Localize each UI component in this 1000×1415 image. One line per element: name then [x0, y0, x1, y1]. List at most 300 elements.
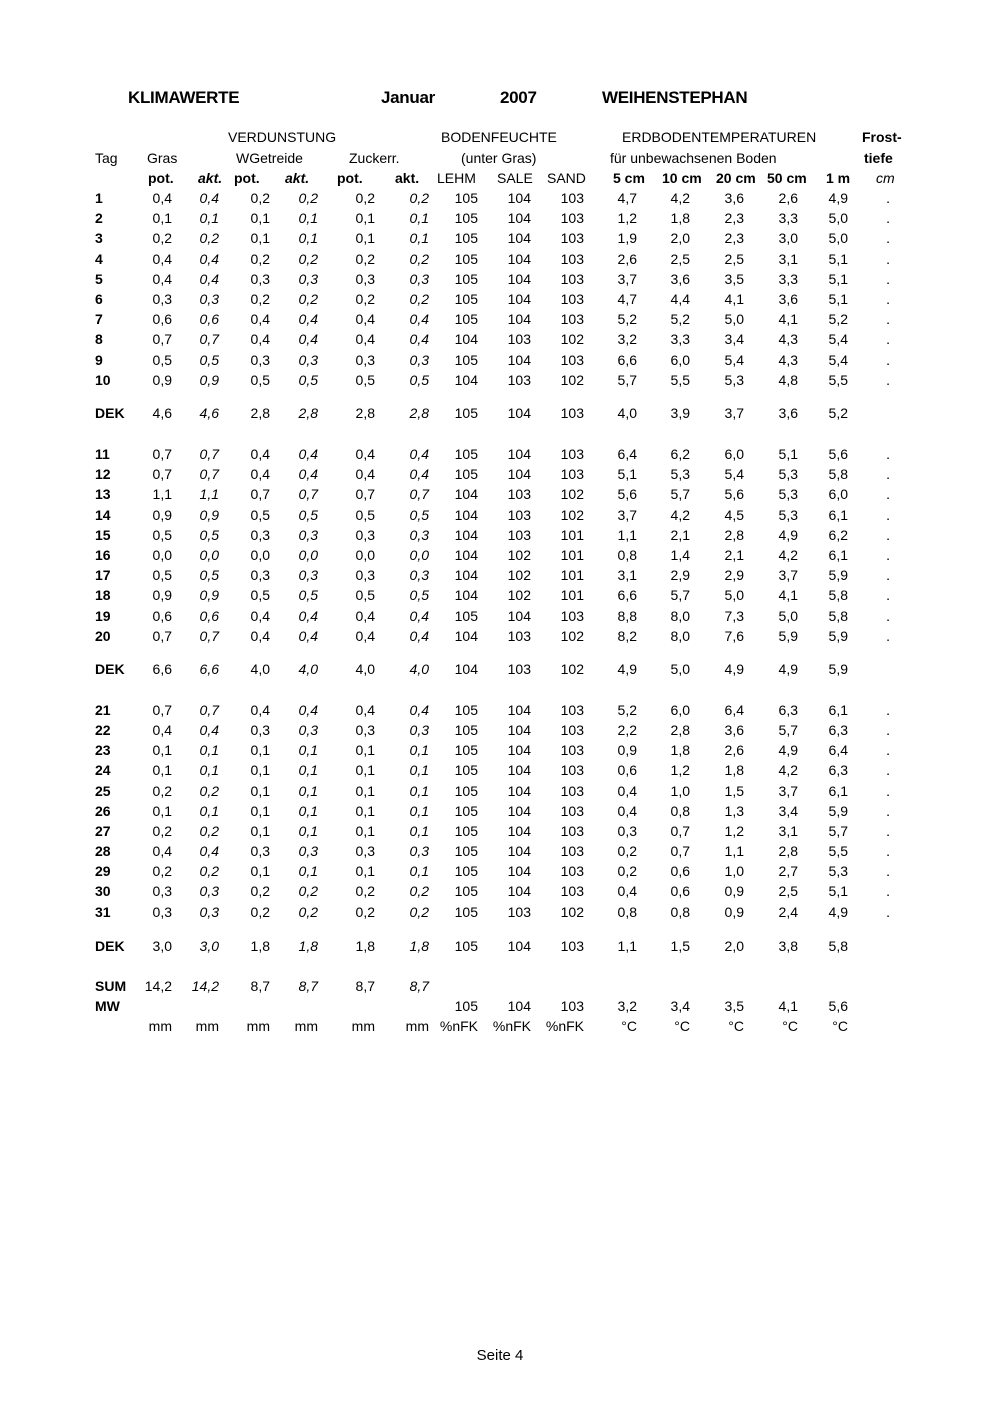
table-cell: 105 — [454, 883, 478, 900]
table-cell: 0,1 — [355, 210, 375, 227]
table-cell: 5,9 — [828, 661, 848, 677]
table-cell: 0,2 — [355, 190, 375, 206]
table-cell: 2,5 — [724, 250, 744, 267]
table-cell: 1,8 — [670, 742, 690, 759]
table-cell: 3,4 — [724, 331, 744, 348]
table-cell: 2,3 — [724, 210, 744, 227]
table-cell: 0,4 — [199, 250, 219, 267]
table-cell: 0,2 — [152, 230, 172, 247]
t5-header: 5 cm — [613, 170, 645, 186]
table-cell: 104 — [507, 822, 531, 839]
table-cell: 3,4 — [778, 802, 798, 819]
table-cell: 102 — [507, 587, 531, 604]
table-cell: 1,1 — [152, 486, 172, 503]
table-cell: 0,1 — [409, 762, 429, 779]
table-cell: 1,8 — [298, 938, 318, 954]
table-cell: 5,0 — [670, 661, 690, 677]
table-cell: 0,3 — [250, 526, 270, 543]
table-cell: 0,1 — [298, 802, 318, 819]
row-label: 29 — [95, 863, 111, 880]
table-cell: 105 — [454, 702, 478, 718]
table-cell: 0,6 — [617, 762, 637, 779]
table-cell: 0,1 — [298, 762, 318, 779]
tag-header: Tag — [95, 150, 118, 166]
table-cell: 103 — [560, 210, 584, 227]
table-cell: 2,9 — [670, 567, 690, 584]
table-cell: 6,6 — [617, 351, 637, 368]
table-cell: 2,5 — [670, 250, 690, 267]
row-label: 22 — [95, 722, 111, 739]
row-label: 9 — [95, 351, 103, 368]
table-cell: 104 — [507, 230, 531, 247]
table-cell: 103 — [507, 371, 531, 388]
table-cell: 0,4 — [250, 466, 270, 483]
table-cell: 6,6 — [617, 587, 637, 604]
table-cell: 103 — [507, 486, 531, 503]
table-cell: 105 — [454, 938, 478, 954]
table-cell: 0,5 — [355, 371, 375, 388]
table-cell: 105 — [454, 210, 478, 227]
table-cell: 0,4 — [250, 311, 270, 328]
table-cell: 5,5 — [670, 371, 690, 388]
table-cell: 3,7 — [724, 405, 744, 421]
row-label: 19 — [95, 607, 111, 624]
table-cell: 5,9 — [828, 567, 848, 584]
row-label: 5 — [95, 270, 103, 287]
table-cell: 105 — [454, 822, 478, 839]
table-cell: 5,3 — [778, 486, 798, 503]
table-cell: 0,0 — [298, 547, 318, 563]
table-cell: 6,0 — [670, 702, 690, 718]
table-cell: 5,0 — [828, 230, 848, 247]
table-cell: 3,3 — [778, 270, 798, 287]
table-cell: 103 — [560, 843, 584, 860]
table-cell: 0,4 — [298, 627, 318, 644]
table-cell: 1,1 — [199, 486, 219, 503]
table-cell: 5,2 — [617, 311, 637, 328]
table-cell: 0,9 — [199, 587, 219, 604]
table-cell: 5,1 — [828, 270, 848, 287]
table-cell: 0,1 — [298, 742, 318, 759]
table-cell: 103 — [560, 405, 584, 421]
table-cell: 4,9 — [778, 742, 798, 759]
table-cell: 0,2 — [152, 822, 172, 839]
table-cell: 1,8 — [724, 762, 744, 779]
table-cell: 0,1 — [250, 863, 270, 880]
table-cell: 2,6 — [778, 190, 798, 206]
table-cell: 0,3 — [298, 722, 318, 739]
table-cell: 0,8 — [617, 903, 637, 920]
table-cell: 5,2 — [828, 311, 848, 328]
row-label: 4 — [95, 250, 103, 267]
row-label: 26 — [95, 802, 111, 819]
table-cell: 2,0 — [724, 938, 744, 954]
table-cell: 0,1 — [409, 230, 429, 247]
table-cell: 103 — [560, 446, 584, 462]
table-cell: 1,8 — [670, 210, 690, 227]
table-cell: 2,8 — [250, 405, 270, 421]
table-cell: 8,8 — [617, 607, 637, 624]
table-cell: 0,4 — [409, 627, 429, 644]
table-cell: . — [886, 762, 890, 779]
row-label: 24 — [95, 762, 111, 779]
table-cell: 0,3 — [355, 526, 375, 543]
table-cell: mm — [246, 1018, 270, 1034]
table-cell: 103 — [560, 190, 584, 206]
table-cell: 0,4 — [355, 311, 375, 328]
table-cell: . — [886, 802, 890, 819]
table-cell: 4,5 — [724, 506, 744, 523]
table-cell: 0,9 — [152, 587, 172, 604]
table-cell: 5,8 — [828, 607, 848, 624]
table-cell: 4,7 — [617, 190, 637, 206]
table-cell: 14,2 — [191, 978, 219, 994]
table-cell: 5,3 — [828, 863, 848, 880]
table-cell: 3,3 — [670, 331, 690, 348]
pot-header: pot. — [148, 170, 174, 186]
table-cell: 3,0 — [199, 938, 219, 954]
table-cell: 1,5 — [670, 938, 690, 954]
table-cell: 6,4 — [828, 742, 848, 759]
table-cell: 0,6 — [670, 883, 690, 900]
table-cell: 104 — [454, 506, 478, 523]
table-cell: 3,0 — [778, 230, 798, 247]
table-cell: 4,0 — [355, 661, 375, 677]
table-cell: 3,3 — [778, 210, 798, 227]
table-cell: 101 — [560, 567, 584, 584]
table-cell: 5,4 — [724, 351, 744, 368]
table-cell: 0,1 — [152, 210, 172, 227]
table-cell: 0,1 — [298, 782, 318, 799]
table-cell: 6,6 — [199, 661, 219, 677]
table-cell: 4,0 — [298, 661, 318, 677]
table-cell: 0,4 — [199, 722, 219, 739]
table-cell: 0,4 — [617, 883, 637, 900]
table-cell: 6,1 — [828, 782, 848, 799]
table-cell: 0,2 — [355, 903, 375, 920]
table-cell: 0,3 — [355, 351, 375, 368]
table-cell: 5,8 — [828, 466, 848, 483]
table-cell: 6,2 — [828, 526, 848, 543]
table-cell: 6,3 — [828, 722, 848, 739]
table-cell: mm — [294, 1018, 318, 1034]
table-cell: 103 — [560, 250, 584, 267]
table-cell: 0,3 — [409, 270, 429, 287]
table-cell: 0,7 — [250, 486, 270, 503]
table-cell: 103 — [560, 863, 584, 880]
table-cell: . — [886, 250, 890, 267]
table-cell: 0,2 — [298, 250, 318, 267]
table-cell: 6,0 — [724, 446, 744, 462]
table-cell: 0,3 — [298, 351, 318, 368]
table-cell: 0,6 — [670, 863, 690, 880]
table-cell: 0,3 — [298, 526, 318, 543]
table-cell: 105 — [454, 405, 478, 421]
table-cell: 0,1 — [409, 210, 429, 227]
table-cell: 0,4 — [617, 782, 637, 799]
table-cell: 104 — [507, 210, 531, 227]
table-cell: 105 — [454, 607, 478, 624]
table-cell: 104 — [507, 722, 531, 739]
table-cell: 4,2 — [778, 762, 798, 779]
row-label: 12 — [95, 466, 111, 483]
row-label: 17 — [95, 567, 111, 584]
table-cell: 0,3 — [199, 883, 219, 900]
table-cell: 0,4 — [355, 331, 375, 348]
table-cell: 0,3 — [152, 883, 172, 900]
table-cell: 0,3 — [409, 567, 429, 584]
table-cell: 104 — [507, 883, 531, 900]
table-cell: 0,9 — [724, 883, 744, 900]
table-cell: 5,8 — [828, 587, 848, 604]
table-cell: 0,3 — [409, 351, 429, 368]
table-cell: 0,7 — [152, 466, 172, 483]
table-cell: 103 — [560, 291, 584, 307]
table-cell: 105 — [454, 466, 478, 483]
table-cell: 5,4 — [724, 466, 744, 483]
table-cell: 5,1 — [617, 466, 637, 483]
table-cell: 0,3 — [617, 822, 637, 839]
table-cell: 103 — [560, 722, 584, 739]
table-cell: 104 — [507, 270, 531, 287]
table-cell: 102 — [560, 903, 584, 920]
table-cell: 0,4 — [250, 702, 270, 718]
table-cell: 0,3 — [409, 526, 429, 543]
table-cell: 5,5 — [828, 843, 848, 860]
table-cell: 0,7 — [152, 446, 172, 462]
table-cell: 4,1 — [778, 998, 798, 1014]
table-cell: 102 — [560, 331, 584, 348]
table-cell: 5,1 — [828, 250, 848, 267]
table-cell: 1,1 — [617, 938, 637, 954]
table-cell: 5,6 — [617, 486, 637, 503]
table-cell: 3,7 — [617, 270, 637, 287]
table-cell: 102 — [560, 506, 584, 523]
table-cell: 104 — [454, 526, 478, 543]
akt-header: akt. — [395, 170, 420, 186]
table-cell: 103 — [560, 883, 584, 900]
pot-header: pot. — [337, 170, 363, 186]
table-cell: 0,3 — [152, 903, 172, 920]
table-cell: 0,1 — [199, 742, 219, 759]
table-cell: 104 — [507, 702, 531, 718]
station: WEIHENSTEPHAN — [602, 88, 748, 107]
table-cell: 0,2 — [298, 903, 318, 920]
table-cell: 105 — [454, 446, 478, 462]
table-cell: 0,3 — [409, 722, 429, 739]
table-cell: 0,1 — [298, 230, 318, 247]
table-cell: 5,9 — [828, 627, 848, 644]
year: 2007 — [500, 88, 537, 107]
table-cell: 0,7 — [199, 702, 219, 718]
table-cell: 103 — [507, 903, 531, 920]
table-cell: 0,3 — [199, 291, 219, 307]
t10-header: 10 cm — [662, 170, 702, 186]
group-temperatur: ERDBODENTEMPERATUREN — [622, 129, 817, 145]
table-cell: 1,1 — [724, 843, 744, 860]
table-cell: 0,1 — [409, 802, 429, 819]
table-cell: 3,7 — [778, 567, 798, 584]
table-cell: 0,1 — [409, 782, 429, 799]
table-cell: 2,6 — [724, 742, 744, 759]
row-label: DEK — [95, 938, 125, 954]
table-cell: 8,2 — [617, 627, 637, 644]
table-cell: 0,5 — [250, 371, 270, 388]
row-label: 3 — [95, 230, 103, 247]
table-cell: 5,9 — [778, 627, 798, 644]
table-cell: 4,9 — [617, 661, 637, 677]
table-cell: 4,0 — [617, 405, 637, 421]
row-label: 16 — [95, 547, 111, 563]
table-cell: 5,3 — [778, 466, 798, 483]
table-cell: . — [886, 526, 890, 543]
table-cell: 0,2 — [250, 903, 270, 920]
table-cell: 6,3 — [828, 762, 848, 779]
table-cell: 102 — [560, 661, 584, 677]
table-cell: 0,2 — [409, 291, 429, 307]
table-cell: 105 — [454, 722, 478, 739]
table-cell: 3,1 — [778, 250, 798, 267]
table-cell: 4,2 — [778, 547, 798, 563]
table-cell: 0,4 — [355, 446, 375, 462]
akt-header: akt. — [198, 170, 223, 186]
table-cell: . — [886, 547, 890, 563]
table-cell: 105 — [454, 291, 478, 307]
group-frost: Frost- — [862, 129, 902, 145]
table-cell: 1,8 — [355, 938, 375, 954]
table-cell: 0,9 — [152, 506, 172, 523]
table-cell: 0,3 — [250, 567, 270, 584]
table-cell: 0,5 — [250, 506, 270, 523]
table-cell: 0,9 — [617, 742, 637, 759]
table-cell: 1,2 — [617, 210, 637, 227]
table-cell: 104 — [454, 567, 478, 584]
table-cell: . — [886, 742, 890, 759]
table-cell: 3,6 — [724, 722, 744, 739]
table-cell: 6,2 — [670, 446, 690, 462]
table-cell: 0,5 — [298, 371, 318, 388]
table-cell: 4,2 — [670, 190, 690, 206]
table-cell: 102 — [560, 486, 584, 503]
table-cell: 102 — [560, 627, 584, 644]
pot-header: pot. — [234, 170, 260, 186]
table-cell: 0,1 — [250, 210, 270, 227]
table-cell: 4,8 — [778, 371, 798, 388]
lehm-header: LEHM — [437, 170, 476, 186]
table-cell: 104 — [507, 938, 531, 954]
table-cell: 104 — [454, 587, 478, 604]
table-cell: 0,2 — [152, 782, 172, 799]
row-label: 18 — [95, 587, 111, 604]
table-cell: . — [886, 466, 890, 483]
table-cell: 104 — [507, 863, 531, 880]
table-cell: . — [886, 883, 890, 900]
table-cell: 0,5 — [298, 506, 318, 523]
table-cell: 3,1 — [617, 567, 637, 584]
table-cell: . — [886, 486, 890, 503]
table-cell: %nFK — [439, 1018, 478, 1034]
table-cell: 5,0 — [724, 311, 744, 328]
table-cell: 3,6 — [778, 405, 798, 421]
table-cell: 105 — [454, 190, 478, 206]
table-cell: 0,3 — [250, 843, 270, 860]
table-cell: 5,7 — [670, 486, 690, 503]
table-cell: 101 — [560, 587, 584, 604]
table-cell: 105 — [454, 782, 478, 799]
table-cell: . — [886, 351, 890, 368]
table-cell: 0,4 — [355, 607, 375, 624]
table-cell: 0,7 — [298, 486, 318, 503]
table-cell: 1,1 — [617, 526, 637, 543]
table-cell: 4,9 — [778, 661, 798, 677]
table-cell: 103 — [560, 802, 584, 819]
table-cell: . — [886, 587, 890, 604]
table-cell: °C — [621, 1018, 637, 1034]
table-cell: 5,3 — [778, 506, 798, 523]
table-cell: 3,7 — [778, 782, 798, 799]
table-cell: 0,5 — [199, 526, 219, 543]
table-cell: 6,0 — [828, 486, 848, 503]
table-cell: 5,2 — [670, 311, 690, 328]
table-cell: 0,7 — [670, 843, 690, 860]
table-cell: 4,6 — [199, 405, 219, 421]
table-cell: 103 — [507, 526, 531, 543]
table-cell: 4,9 — [778, 526, 798, 543]
gras-header: Gras — [147, 150, 178, 166]
table-cell: 4,9 — [828, 903, 848, 920]
table-cell: 0,1 — [355, 230, 375, 247]
table-cell: 4,9 — [828, 190, 848, 206]
table-cell: 6,6 — [152, 661, 172, 677]
table-cell: 104 — [507, 311, 531, 328]
table-cell: 0,2 — [250, 291, 270, 307]
table-cell: . — [886, 607, 890, 624]
table-cell: 0,3 — [298, 270, 318, 287]
row-label: DEK — [95, 661, 125, 677]
table-cell: 0,3 — [250, 722, 270, 739]
table-cell: 103 — [560, 998, 584, 1014]
row-label: 27 — [95, 822, 111, 839]
table-cell: 103 — [560, 742, 584, 759]
unter-gras-header: (unter Gras) — [461, 150, 537, 166]
table-cell: 0,5 — [199, 567, 219, 584]
table-cell: 104 — [507, 762, 531, 779]
table-cell: 0,4 — [250, 607, 270, 624]
table-cell: . — [886, 782, 890, 799]
table-cell: 0,7 — [199, 627, 219, 644]
table-cell: 0,1 — [152, 802, 172, 819]
table-cell: 105 — [454, 250, 478, 267]
table-cell: 1,8 — [409, 938, 429, 954]
table-cell: 105 — [454, 863, 478, 880]
table-cell: 3,5 — [724, 998, 744, 1014]
sand-header: SAND — [547, 170, 586, 186]
table-cell: 0,2 — [152, 863, 172, 880]
table-cell: 3,0 — [152, 938, 172, 954]
table-cell: 0,1 — [409, 863, 429, 880]
table-cell: . — [886, 702, 890, 718]
table-cell: 0,3 — [199, 903, 219, 920]
table-cell: 103 — [560, 782, 584, 799]
table-cell: 0,5 — [152, 526, 172, 543]
table-cell: 104 — [507, 782, 531, 799]
table-cell: 4,4 — [670, 291, 690, 307]
table-cell: 0,1 — [355, 863, 375, 880]
table-cell: 0,4 — [409, 446, 429, 462]
table-cell: 0,1 — [298, 822, 318, 839]
akt-header: akt. — [285, 170, 310, 186]
table-cell: 0,2 — [355, 883, 375, 900]
